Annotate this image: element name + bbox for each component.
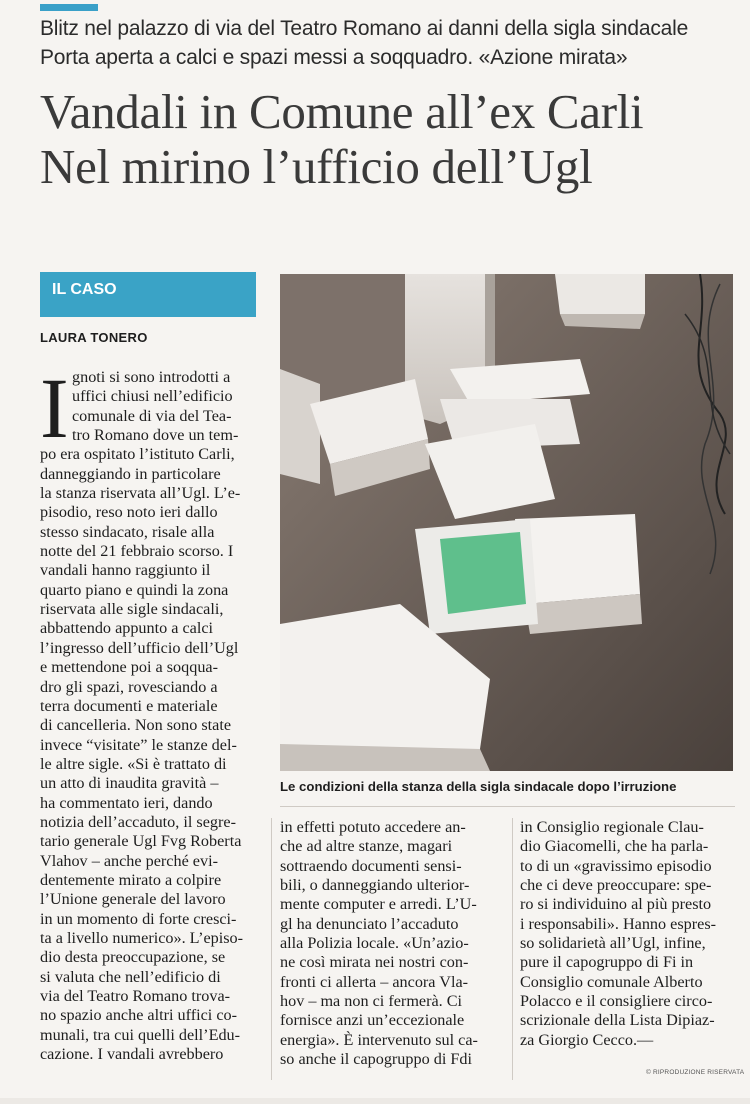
text-line: tro Romano dove un tem- xyxy=(72,426,239,445)
text-line: fornisce anzi un’eccezionale xyxy=(280,1011,465,1030)
text-line: in Consiglio regionale Clau- xyxy=(520,818,704,836)
headline xyxy=(40,84,740,194)
copyright-note: © RIPRODUZIONE RISERVATA xyxy=(646,1069,745,1076)
text-line: abbattendo appunto a calci xyxy=(40,619,214,638)
kicker xyxy=(40,14,740,72)
column-divider xyxy=(512,818,513,1080)
text-line: che ad altre stanze, magari xyxy=(280,837,453,856)
text-line: terra documenti e materiale xyxy=(40,696,218,715)
text-line: notizia dell’accaduto, il segre- xyxy=(40,812,236,831)
text-line: stesso sindacato, risale alla xyxy=(40,522,215,541)
text-line: gnoti si sono introdotti a xyxy=(72,368,231,386)
text-line: l’ingresso dell’ufficio dell’Ugl xyxy=(40,638,239,657)
text-line: energia». È intervenuto sul ca- xyxy=(280,1030,478,1049)
accent-bar xyxy=(40,4,98,11)
text-line: dio desta preoccupazione, se xyxy=(40,948,226,967)
text-line: so solidarietà all’Ugl, infine, xyxy=(520,934,706,953)
text-line: in un momento di forte cresci- xyxy=(40,909,237,928)
text-line: vandali hanno raggiunto il xyxy=(40,561,211,580)
text-line: scrizionale della Lista Dipiaz- xyxy=(520,1011,715,1030)
text-line: mente computer e arredi. L’U- xyxy=(280,895,477,914)
text-line: Polacco e il consigliere circo- xyxy=(520,992,713,1011)
text-line: ha commentato ieri, dando xyxy=(40,793,213,812)
text-line: un atto di inaudita gravità – xyxy=(40,774,219,793)
headline-line: Nel mirino l’ufficio dell’Ugl xyxy=(40,139,593,194)
article-photo xyxy=(280,274,733,771)
text-line: la stanza riservata all’Ugl. L’e- xyxy=(40,484,241,503)
section-label: IL CASO xyxy=(40,272,256,320)
text-line: munali, tra cui quelli dell’Edu- xyxy=(40,1025,241,1044)
text-line: invece “visitate” le stanze del- xyxy=(40,735,237,754)
text-line: hov – ma non ci fermerà. Ci xyxy=(280,992,463,1011)
text-line: po era ospitato l’istituto Carli, xyxy=(40,445,235,464)
photo-illustration xyxy=(280,274,733,771)
text-line: le altre sigle. «Si è trattato di xyxy=(40,754,227,773)
text-line: Vlahov – anche perché evi- xyxy=(40,851,218,870)
kicker-line: Porta aperta a calci e spazi messi a soqquadro. «Azione mirata» xyxy=(40,46,628,69)
text-line: alla Polizia locale. «Un’azio- xyxy=(280,934,469,953)
text-line: danneggiando in particolare xyxy=(40,464,221,483)
photo-caption: Le condizioni della stanza della sigla sindacale dopo l’irruzione xyxy=(280,779,677,794)
text-line: so anche il capogruppo di Fdi xyxy=(280,1050,472,1069)
text-line: i responsabili». Hanno espres- xyxy=(520,914,717,933)
text-line: uffici chiusi nell’edificio xyxy=(72,387,233,406)
author-byline: LAURA TONERO xyxy=(40,330,148,345)
text-line: za Giorgio Cecco.— xyxy=(520,1030,654,1049)
text-line: in effetti potuto accedere an- xyxy=(280,818,466,836)
text-line: ro si individuino al più presto xyxy=(520,895,712,914)
text-line: dro gli spazi, rovesciando a xyxy=(40,677,218,696)
text-line: no spazio anche altri uffici co- xyxy=(40,1006,238,1025)
text-line: quarto piano e quindi la zona xyxy=(40,580,229,599)
article-column-2 xyxy=(280,818,504,1069)
text-line: cazione. I vandali avrebbero xyxy=(40,1045,224,1064)
article-column-1 xyxy=(40,360,264,1064)
text-line: tario generale Ugl Fvg Roberta xyxy=(40,832,242,851)
caption-divider xyxy=(280,806,735,807)
kicker-line: Blitz nel palazzo di via del Teatro Romano ai danni della sigla sindacale xyxy=(40,17,689,40)
text-line: riservata alle sigle sindacali, xyxy=(40,600,224,619)
text-line: pure il capogruppo di Fi in xyxy=(520,953,694,972)
text-line: to di un «gravissimo episodio xyxy=(520,856,712,875)
text-line: via del Teatro Romano trova- xyxy=(40,987,231,1005)
text-line: bili, o danneggiando ulterior- xyxy=(280,876,470,895)
text-line: pisodio, reso noto ieri dallo xyxy=(40,503,218,522)
column-divider xyxy=(271,818,272,1080)
text-line: Consiglio comunale Alberto xyxy=(520,972,703,991)
text-line: e mettendone poi a soqqua- xyxy=(40,658,219,677)
text-line: dentemente mirato a colpire xyxy=(40,870,222,889)
text-line: si valuta che nell’edificio di xyxy=(40,967,221,986)
article-column-3 xyxy=(520,818,735,1050)
text-line: di cancelleria. Non sono state xyxy=(40,716,232,735)
text-line: sottraendo documenti sensi- xyxy=(280,856,462,875)
text-line: che ci deve preoccupare: spe- xyxy=(520,876,712,895)
text-line: ta a livello numerico». L’episo- xyxy=(40,928,244,947)
text-line: notte del 21 febbraio scorso. I xyxy=(40,542,234,561)
drop-cap: I xyxy=(40,360,69,456)
text-line: fronti ci allerta – ancora Vla- xyxy=(280,972,469,991)
text-line: gl ha denunciato l’accaduto xyxy=(280,914,459,933)
headline-line: Vandali in Comune all’ex Carli xyxy=(40,84,644,139)
text-line: l’Unione generale del lavoro xyxy=(40,890,226,909)
page-edge xyxy=(0,1098,750,1104)
text-line: comunale di via del Tea- xyxy=(72,406,232,425)
text-line: ne così mirata nei nostri con- xyxy=(280,953,469,972)
text-line: dio Giacomelli, che ha parla- xyxy=(520,837,709,856)
